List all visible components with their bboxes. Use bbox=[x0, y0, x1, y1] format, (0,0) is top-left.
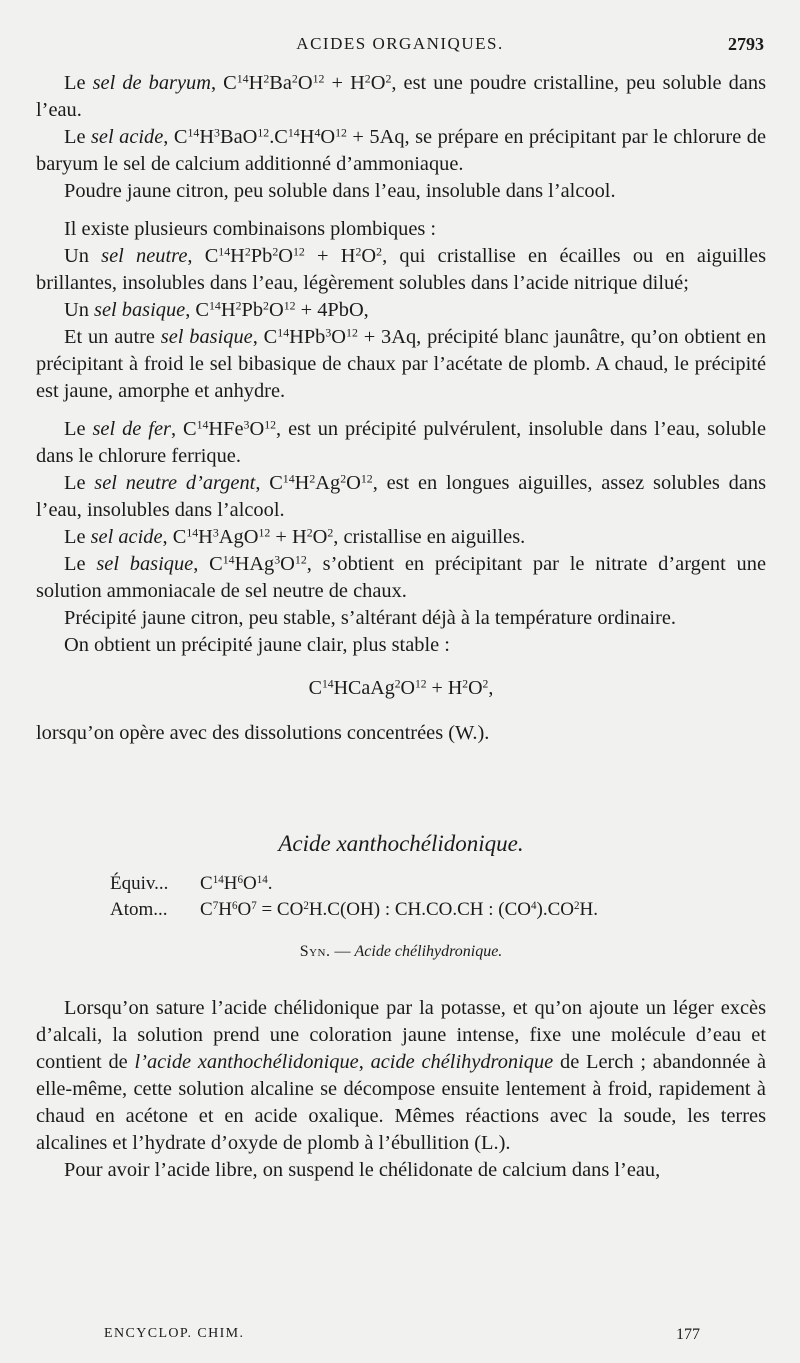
text-run: C bbox=[200, 899, 213, 920]
paragraph bbox=[36, 178, 766, 205]
text-run: Poudre jaune citron, peu soluble dans l’eau, insoluble dans l’alcool. bbox=[64, 180, 616, 202]
text-run: O bbox=[297, 72, 313, 94]
text-run: , C bbox=[255, 472, 283, 494]
paragraph-group bbox=[36, 70, 766, 659]
text-run: HAg bbox=[234, 553, 275, 575]
superscript: 4 bbox=[314, 125, 321, 140]
text-run: , C bbox=[210, 72, 237, 94]
text-run: O bbox=[278, 245, 293, 267]
text-run: H bbox=[218, 899, 232, 920]
superscript: 14 bbox=[186, 525, 199, 540]
text-run: Un bbox=[64, 245, 102, 267]
superscript: 3 bbox=[274, 552, 281, 567]
text-run: H bbox=[220, 299, 236, 321]
text-run: , est en longues aiguilles, assez solubles dans l’eau, insolubles dans l’alcool. bbox=[36, 472, 766, 521]
text-run: O bbox=[312, 526, 328, 548]
paragraph bbox=[36, 605, 766, 632]
text-run: H bbox=[294, 472, 310, 494]
text-run: + H bbox=[304, 245, 356, 267]
text-run: O bbox=[268, 299, 284, 321]
synonym-line bbox=[36, 943, 766, 961]
superscript: 2 bbox=[376, 244, 383, 259]
superscript: 2 bbox=[306, 525, 313, 540]
paragraph bbox=[36, 324, 766, 405]
text-run: O bbox=[346, 472, 361, 494]
text-run: , C bbox=[193, 553, 223, 575]
superscript: 14 bbox=[277, 325, 290, 340]
text-run: Le bbox=[64, 126, 91, 148]
text-run: , C bbox=[170, 418, 197, 440]
text-run: , C bbox=[252, 326, 278, 348]
superscript: 14 bbox=[287, 125, 300, 140]
superscript: 14 bbox=[322, 677, 334, 691]
text-run: = CO bbox=[256, 899, 304, 920]
text-run: O bbox=[400, 677, 415, 699]
superscript: 2 bbox=[385, 71, 392, 86]
superscript: 4 bbox=[531, 899, 537, 912]
paragraph bbox=[36, 995, 766, 1157]
text-run: C bbox=[200, 873, 213, 894]
text-run: H bbox=[198, 526, 213, 548]
paragraph-spacer bbox=[36, 405, 766, 416]
text-run: H bbox=[248, 72, 264, 94]
italic-term: l’acide xanthochélidonique bbox=[134, 1051, 359, 1073]
superscript: 2 bbox=[394, 677, 401, 691]
superscript: 12 bbox=[257, 125, 270, 140]
italic-term: acide chélihydronique bbox=[370, 1051, 554, 1073]
superscript: 3 bbox=[212, 525, 219, 540]
superscript: 12 bbox=[292, 244, 305, 259]
text-run: , C bbox=[163, 126, 188, 148]
paragraph bbox=[36, 416, 766, 470]
text-run: On obtient un précipité jaune clair, plus stable : bbox=[64, 634, 450, 656]
superscript: 2 bbox=[235, 298, 242, 313]
superscript: 12 bbox=[294, 552, 307, 567]
text-run: + 4PbO, bbox=[295, 299, 369, 321]
superscript: 3 bbox=[214, 125, 220, 140]
text-run: Ag bbox=[315, 472, 341, 494]
superscript: 2 bbox=[482, 677, 489, 691]
superscript: 12 bbox=[414, 677, 427, 691]
paragraph bbox=[36, 524, 766, 551]
text-run: Et un autre bbox=[64, 326, 161, 348]
superscript: 2 bbox=[272, 244, 279, 259]
superscript: 14 bbox=[209, 298, 221, 313]
paragraph bbox=[36, 632, 766, 659]
superscript: 12 bbox=[346, 325, 358, 340]
text-run: Le bbox=[64, 553, 97, 575]
italic-term: sel acide bbox=[90, 526, 163, 548]
superscript: 12 bbox=[264, 417, 277, 432]
text-run: , est une poudre cristalline, peu soluble dans l’eau. bbox=[36, 72, 767, 121]
text-run: Pb bbox=[250, 245, 273, 267]
atom-label: Atom... bbox=[110, 899, 168, 920]
text-run: Lorsqu’on sature l’acide chélidonique par la potasse, et qu’on ajoute un léger excès d’alcali, la solution prend une coloration jaune intense, fixe une molécule d’eau et contient de bbox=[36, 997, 766, 1073]
superscript: 2 bbox=[340, 471, 347, 486]
superscript: 12 bbox=[258, 525, 271, 540]
paragraph bbox=[36, 124, 766, 178]
superscript: 12 bbox=[312, 71, 325, 86]
text-run: , est un précipité pulvérulent, insoluble dans l’eau, soluble dans le chlorure ferrique. bbox=[36, 418, 766, 467]
superscript: 12 bbox=[283, 298, 296, 313]
text-run: + 5Aq, se prépare en précipitant par le chlorure de baryum le sel de calcium additionné d’ammoniaque. bbox=[36, 126, 766, 175]
text-run: , C bbox=[185, 299, 210, 321]
syn-text: Acide chélihydronique. bbox=[354, 943, 503, 960]
superscript: 14 bbox=[256, 873, 268, 886]
superscript: 7 bbox=[212, 899, 219, 912]
text-run: Pb bbox=[241, 299, 264, 321]
equiv-formula bbox=[200, 873, 272, 894]
superscript: 2 bbox=[462, 677, 469, 691]
text-run: ).CO bbox=[536, 899, 575, 920]
text-run: Le bbox=[64, 72, 93, 94]
closing-paragraphs bbox=[36, 995, 766, 1184]
atom-formula bbox=[200, 899, 598, 920]
paragraph bbox=[36, 297, 766, 324]
text-run: O bbox=[468, 677, 483, 699]
text-run: HPb bbox=[289, 326, 326, 348]
syn-label: Syn. bbox=[299, 943, 331, 960]
text-run: , cristallise en aiguilles. bbox=[333, 526, 526, 548]
text-run: O bbox=[237, 899, 252, 920]
page-body bbox=[36, 70, 766, 1184]
paragraph bbox=[36, 70, 766, 124]
text-run: , qui cristallise en écailles ou en aiguilles brillantes, insolubles dans l’eau, légèrement solubles dans l’acide nitrique dilué; bbox=[36, 245, 767, 294]
text-run: O bbox=[242, 873, 257, 894]
italic-term: sel neutre bbox=[101, 245, 188, 267]
centered-formula bbox=[36, 675, 766, 702]
italic-term: sel de fer bbox=[92, 418, 171, 440]
page-number: 2793 bbox=[728, 34, 764, 54]
text-run: lorsqu’on opère avec des dissolutions concentrées (W.). bbox=[36, 722, 490, 744]
text-run: O bbox=[280, 553, 295, 575]
superscript: 12 bbox=[360, 471, 373, 486]
superscript: 2 bbox=[244, 244, 251, 259]
text-run: H bbox=[299, 126, 315, 148]
equiv-label: Équiv... bbox=[110, 873, 169, 894]
superscript: 14 bbox=[218, 244, 231, 259]
paragraph bbox=[36, 720, 766, 747]
syn-separator: — bbox=[330, 943, 355, 960]
superscript: 6 bbox=[231, 899, 238, 912]
text-run: O bbox=[331, 326, 347, 348]
text-run: .C bbox=[269, 126, 288, 148]
superscript: 14 bbox=[222, 552, 235, 567]
section-title: Acide xanthochélidonique. bbox=[278, 831, 524, 856]
italic-term: sel basique bbox=[96, 553, 194, 575]
text-run: C bbox=[308, 677, 322, 699]
superscript: 7 bbox=[251, 899, 257, 912]
text-run: Le bbox=[64, 418, 93, 440]
text-run: Le bbox=[64, 472, 95, 494]
text-run: , C bbox=[187, 245, 219, 267]
text-run: de Lerch ; abandonnée à elle-même, cette solution alcaline se décompose ensuite lentement à froid, rapidement à chaud en acétone et en acide oxalique. Mêmes réactions avec la soude, les terres alcalines et l’hydrate d’oxyde de plomb à l’ébullition (L.). bbox=[36, 1051, 766, 1154]
superscript: 2 bbox=[364, 71, 371, 86]
atomic-formula-row bbox=[36, 897, 766, 923]
superscript: 2 bbox=[303, 899, 309, 912]
text-run: + 3Aq, précipité blanc jaunâtre, qu’on obtient en précipitant à froid le sel bibasique de chaux par l’acétate de plomb. A chaud, le précipité est jaune, amorphe et anhydre. bbox=[36, 326, 767, 402]
text-run: + H bbox=[426, 677, 463, 699]
text-run: HFe bbox=[208, 418, 244, 440]
superscript: 3 bbox=[325, 325, 332, 340]
text-run: AgO bbox=[218, 526, 259, 548]
superscript: 14 bbox=[236, 71, 249, 86]
superscript: 2 bbox=[263, 71, 270, 86]
text-run: , s’obtient en précipitant par le nitrate d’argent une solution ammoniacale de sel neutre de chaux. bbox=[36, 553, 767, 602]
text-run: Ba bbox=[269, 72, 292, 94]
text-run: H. bbox=[579, 899, 599, 920]
text-run: , C bbox=[162, 526, 187, 548]
text-run: + H bbox=[270, 526, 307, 548]
text-run: BaO bbox=[219, 126, 258, 148]
superscript: 2 bbox=[263, 298, 269, 313]
text-run: Précipité jaune citron, peu stable, s’altérant déjà à la température ordinaire. bbox=[64, 607, 677, 629]
equivalent-formula-row bbox=[36, 871, 766, 897]
superscript: 14 bbox=[212, 873, 224, 886]
italic-term: sel neutre d’argent bbox=[94, 472, 256, 494]
text-run: + H bbox=[324, 72, 365, 94]
superscript: 2 bbox=[309, 471, 316, 486]
superscript: 14 bbox=[187, 125, 200, 140]
superscript: 12 bbox=[335, 125, 347, 140]
italic-term: sel basique bbox=[160, 326, 253, 348]
text-run: , bbox=[358, 1051, 371, 1073]
page-footer bbox=[0, 1326, 800, 1348]
italic-term: sel basique bbox=[94, 299, 186, 321]
paragraph-spacer bbox=[36, 205, 766, 216]
text-run: Un bbox=[64, 299, 95, 321]
text-run: H bbox=[223, 873, 238, 894]
superscript: 2 bbox=[327, 525, 334, 540]
text-run: H bbox=[230, 245, 245, 267]
superscript: 3 bbox=[243, 417, 250, 432]
paragraph bbox=[36, 1157, 766, 1184]
paragraph bbox=[36, 470, 766, 524]
paragraph bbox=[36, 216, 766, 243]
text-run: H.C(OH) : CH.CO.CH : (CO bbox=[308, 899, 532, 920]
text-run: O bbox=[370, 72, 386, 94]
text-run: . bbox=[267, 873, 273, 894]
running-header bbox=[0, 34, 800, 58]
italic-term: sel acide bbox=[91, 126, 164, 148]
text-run: , bbox=[488, 677, 494, 699]
text-run: O bbox=[320, 126, 336, 148]
superscript: 6 bbox=[237, 873, 243, 886]
superscript: 2 bbox=[291, 71, 298, 86]
text-run: O bbox=[249, 418, 265, 440]
superscript: 2 bbox=[574, 899, 580, 912]
text-run: O bbox=[361, 245, 377, 267]
text-run: H bbox=[199, 126, 215, 148]
text-run: HCaAg bbox=[333, 677, 395, 699]
text-run: Il existe plusieurs combinaisons plombiques : bbox=[64, 218, 437, 240]
superscript: 14 bbox=[196, 417, 209, 432]
superscript: 2 bbox=[355, 244, 362, 259]
paragraph bbox=[36, 243, 766, 297]
text-run: Pour avoir l’acide libre, on suspend le chélidonate de calcium dans l’eau, bbox=[64, 1159, 661, 1181]
italic-term: sel de baryum bbox=[92, 72, 211, 94]
signature-number: 177 bbox=[676, 1326, 700, 1343]
text-run: Le bbox=[64, 526, 91, 548]
paragraph bbox=[36, 551, 766, 605]
superscript: 14 bbox=[282, 471, 295, 486]
footer-label: ENCYCLOP. CHIM. bbox=[104, 1326, 245, 1341]
running-title: ACIDES ORGANIQUES. bbox=[296, 34, 504, 53]
